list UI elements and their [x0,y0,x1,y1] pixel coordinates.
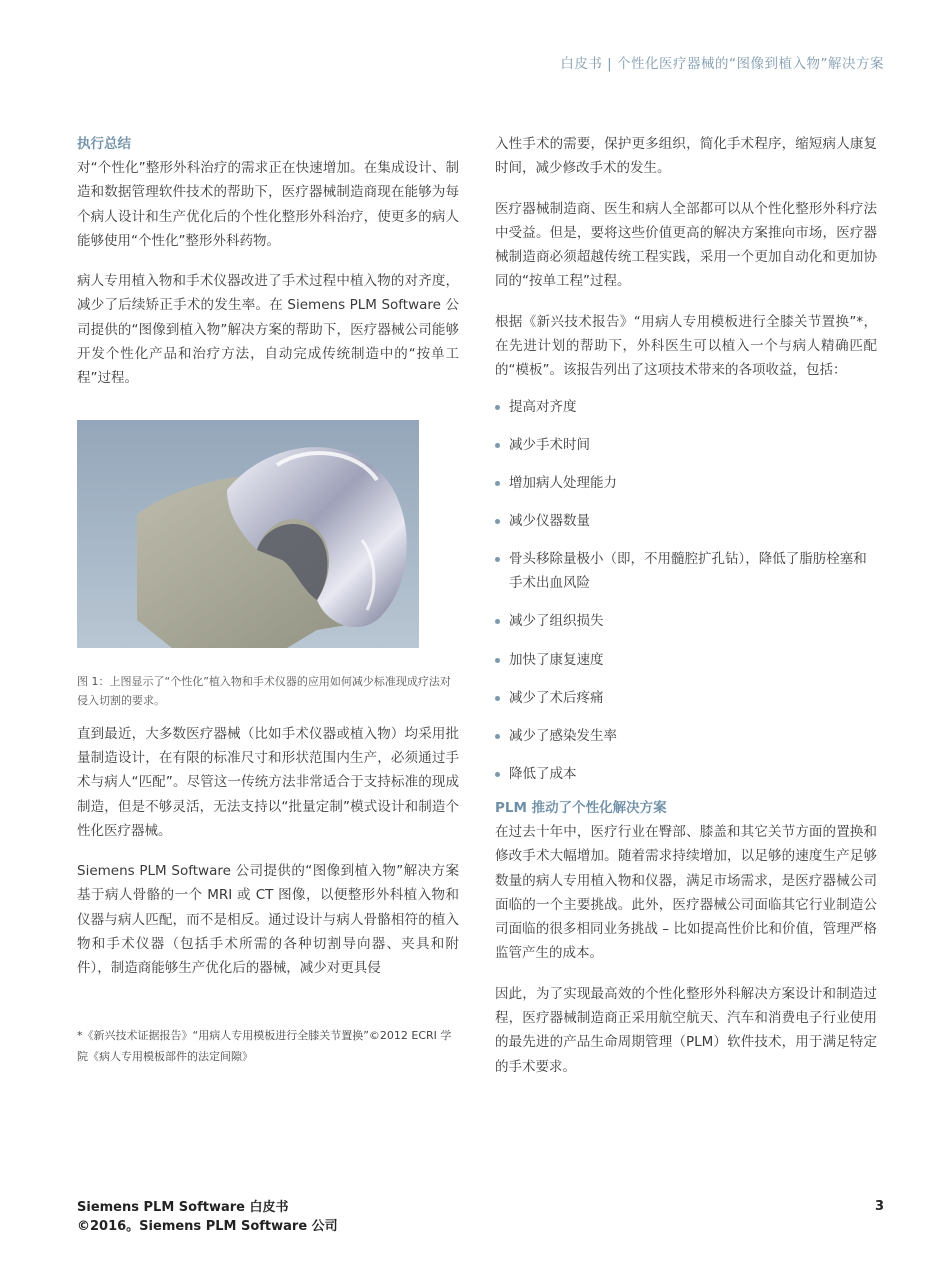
list-item-text: 增加病人处理能力 [509,474,617,491]
list-item [495,609,877,633]
list-item [495,395,877,419]
bullet-dot-icon [495,557,500,562]
bullet-dot-icon [495,519,500,524]
list-item [495,648,877,672]
list-item-text: 减少仪器数量 [509,512,590,529]
paragraph: 因此，为了实现最高效的个性化整形外科解决方案设计和制造过程，医疗器械制造商正采用航空航天、汽车和消费电子行业使用的最先进的产品生命周期管理（PLM）软件技术，用于满足特定的手术要求。 [495,985,877,1075]
footer-publication: Siemens PLM Software 白皮书 [77,1200,289,1215]
section-title-plm: PLM 推动了个性化解决方案 [495,799,667,816]
list-item-text: 降低了成本 [509,765,577,782]
list-item [495,762,877,786]
list-item-text: 减少了术后疼痛 [509,689,604,706]
footer-copyright: ©2016。Siemens PLM Software 公司 [77,1219,338,1234]
knee-implant-illustration [77,420,419,648]
page-header: 白皮书 | 个性化医疗器械的“图像到植入物”解决方案 [560,56,884,72]
benefits-list [495,395,877,786]
paragraph: Siemens PLM Software 公司提供的“图像到植入物”解决方案基于病人骨骼的一个 MRI 或 CT 图像，以便整形外科植入物和仪器与病人匹配，而不是相反。通过设计与病人骨骼相符的植入物和手术仪器（包括手术所需的各种切割导向器、夹具和附件），制造商能够生产优化后的器械，减少对更具侵 [77,863,459,977]
knee-implant-figure [77,420,419,648]
section-title-executive-summary: 执行总结 [77,136,131,152]
list-item [495,686,877,710]
footer [77,1198,338,1236]
paragraph: 医疗器械制造商、医生和病人全部都可以从个性化整形外科疗法中受益。但是，要将这些价值更高的解决方案推向市场，医疗器械制造商必须超越传统工程实践，采用一个更加自动化和更加协同的“按单工程”过程。 [495,200,877,290]
list-item [495,547,877,596]
bullet-dot-icon [495,696,500,701]
list-item-text: 减少了感染发生率 [509,727,617,744]
bullet-dot-icon [495,734,500,739]
paragraph: 入性手术的需要，保护更多组织，简化手术程序，缩短病人康复时间，减少修改手术的发生。 [495,136,877,177]
bullet-dot-icon [495,658,500,663]
bullet-dot-icon [495,443,500,448]
bullet-dot-icon [495,772,500,777]
right-column [495,132,877,1095]
list-item-text: 提高对齐度 [509,398,577,415]
list-item-text: 减少了组织损失 [509,613,604,630]
paragraph: 在过去十年中，医疗行业在臀部、膝盖和其它关节方面的置换和修改手术大幅增加。随着需求持续增加，以足够的速度生产足够数量的病人专用植入物和仪器，满足市场需求，是医疗器械公司面临的一个主要挑战。此外，医疗器械公司面临其它行业制造公司面临的很多相同业务挑战 – 比如提高性价比和价值，管理严格监管产生的成本。 [495,823,877,962]
list-item-text: 减少手术时间 [509,436,590,453]
list-item-text: 加快了康复速度 [509,651,604,668]
list-item [495,471,877,495]
list-item-text: 骨头移除量极小（即，不用髓腔扩孔钻），降低了脂肪栓塞和手术出血风险 [509,551,867,592]
bullet-dot-icon [495,619,500,624]
paragraph: 根据《新兴技术报告》“用病人专用模板进行全膝关节置换”*，在先进计划的帮助下，外科医生可以植入一个与病人精确匹配的“模板”。该报告列出了这项技术带来的各项收益，包括： [495,313,877,379]
paragraph: 直到最近，大多数医疗器械（比如手术仪器或植入物）均采用批量制造设计，在有限的标准尺寸和形状范围内生产，必须通过手术与病人“匹配”。尽管这一传统方法非常适合于支持标准的现成制造，但是不够灵活，无法支持以“批量定制”模式设计和制造个性化医疗器械。 [77,725,459,839]
figure-caption: 图 1：上图显示了“个性化”植入物和手术仪器的应用如何减少标准现成疗法对侵入切割的要求。 [77,674,451,707]
list-item [495,509,877,533]
footnote: *《新兴技术证据报告》“用病人专用模板进行全膝关节置换”©2012 ECRI 学院《病人专用模板部件的法定间隙》 [77,1029,452,1063]
list-item [495,433,877,457]
bullet-dot-icon [495,481,500,486]
paragraph: 病人专用植入物和手术仪器改进了手术过程中植入物的对齐度，减少了后续矫正手术的发生率。在 Siemens PLM Software 公司提供的“图像到植入物”解决方案的帮助下，医疗器械公司能够开发个性化产品和治疗方法，自动完成传统制造中的“按单工程”过程。 [77,273,459,387]
paragraph: 对“个性化”整形外科治疗的需求正在快速增加。在集成设计、制造和数据管理软件技术的帮助下，医疗器械制造商现在能够为每个病人设计和生产优化后的个性化整形外科治疗，使更多的病人能够使用“个性化”整形外科药物。 [77,160,459,249]
list-item [495,724,877,748]
page-number: 3 [874,1199,884,1214]
bullet-dot-icon [495,405,500,410]
left-column [77,132,459,997]
